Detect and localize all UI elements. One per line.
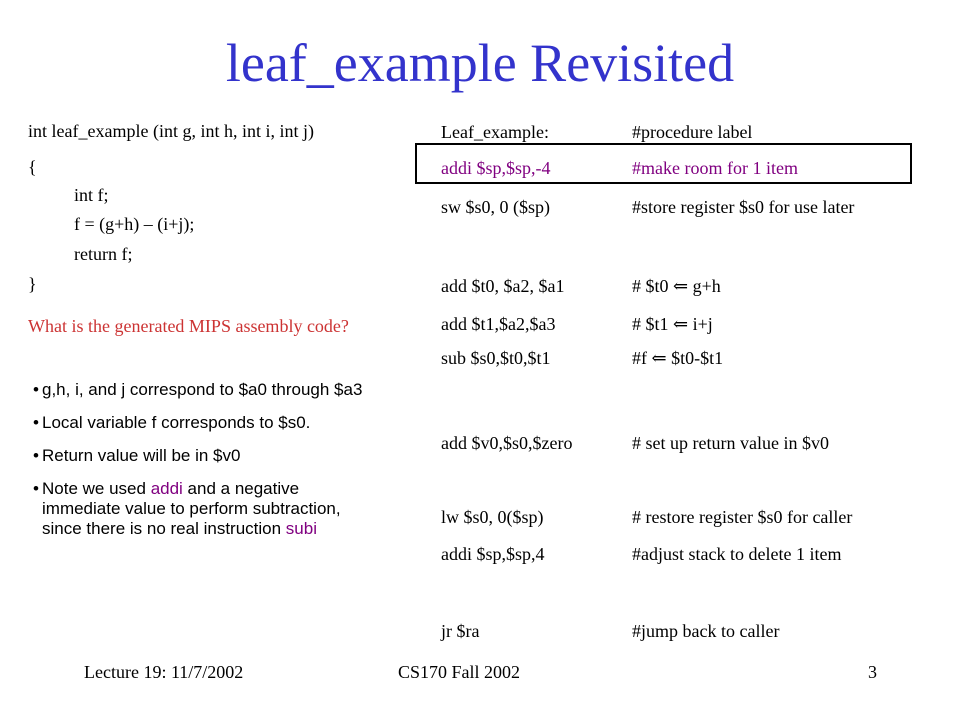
c-return: return f; [74, 244, 133, 264]
asm-instr: add $t0, $a2, $a1 [441, 276, 565, 296]
c-assign: f = (g+h) – (i+j); [74, 214, 195, 234]
asm-comment: #procedure label [632, 122, 753, 142]
asm-comment: #f ⇐ $t0-$t1 [632, 348, 724, 368]
footer-course: CS170 Fall 2002 [398, 662, 521, 682]
note-item: • Local variable f corresponds to $s0. [33, 413, 311, 432]
left-arrow-icon: ⇐ [673, 314, 689, 334]
note-item: • Return value will be in $v0 [33, 446, 241, 465]
notes-list [33, 380, 372, 552]
subi-keyword: subi [285, 519, 317, 538]
page-number: 3 [868, 662, 877, 682]
asm-instr: sw $s0, 0 ($sp) [441, 197, 551, 217]
note-item: • g,h, i, and j correspond to $a0 through $a3 [33, 380, 363, 399]
addi-keyword: addi [150, 479, 183, 498]
question-text: What is the generated MIPS assembly code? [28, 316, 349, 336]
slide-title: leaf_example Revisited [225, 33, 735, 93]
c-signature: int leaf_example (int g, int h, int i, int j) [28, 121, 314, 141]
asm-comment: # $t1 ⇐ i+j [632, 314, 713, 334]
c-decl: int f; [74, 185, 109, 205]
c-open-brace: { [28, 157, 37, 177]
left-arrow-icon: ⇐ [651, 348, 667, 368]
asm-instr: jr $ra [441, 621, 480, 641]
asm-instr: sub $s0,$t0,$t1 [441, 348, 551, 368]
note-item: • Note we used addi and a negative immediate value to perform subtraction, since there is no real instruction subi [33, 479, 341, 538]
asm-instr: addi $sp,$sp,4 [441, 544, 545, 564]
asm-instr: lw $s0, 0($sp) [441, 507, 544, 527]
asm-comment: #jump back to caller [632, 621, 780, 641]
asm-comment: #adjust stack to delete 1 item [632, 544, 842, 564]
asm-comment: #make room for 1 item [632, 158, 798, 178]
asm-instr: add $v0,$s0,$zero [441, 433, 573, 453]
asm-comment: # set up return value in $v0 [632, 433, 829, 453]
left-arrow-icon: ⇐ [673, 276, 689, 296]
asm-comment: #store register $s0 for use later [632, 197, 855, 217]
asm-comment: # restore register $s0 for caller [632, 507, 853, 527]
asm-instr: Leaf_example: [441, 122, 549, 142]
asm-instr: add $t1,$a2,$a3 [441, 314, 556, 334]
footer-lecture: Lecture 19: 11/7/2002 [84, 662, 244, 682]
c-close-brace: } [28, 274, 37, 294]
asm-instr: addi $sp,$sp,-4 [441, 158, 551, 178]
asm-comment: # $t0 ⇐ g+h [632, 276, 721, 296]
